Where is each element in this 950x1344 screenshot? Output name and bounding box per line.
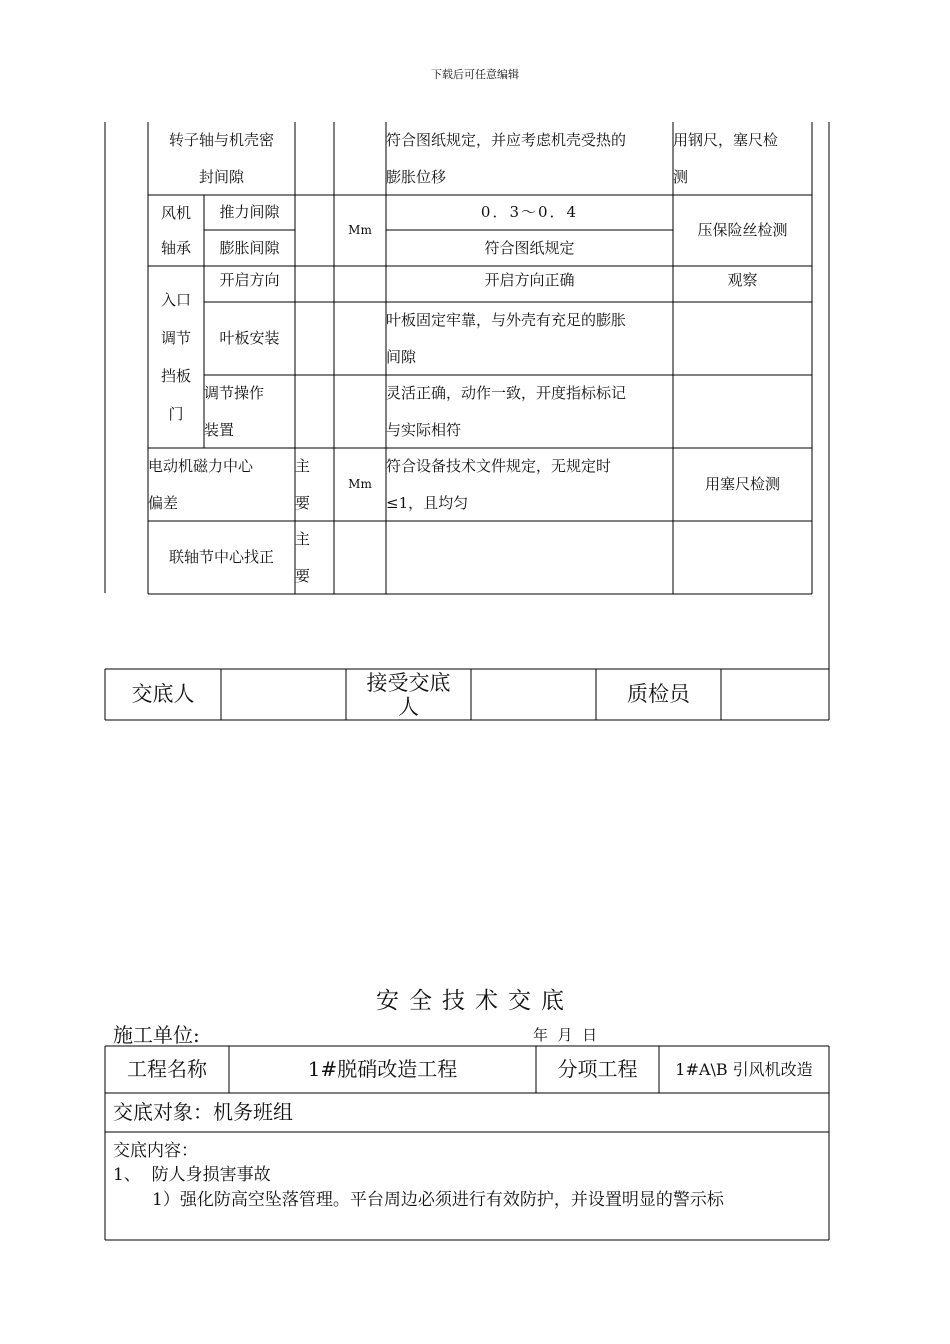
fan-standard-expansion: 符合图纸规定 <box>484 238 575 257</box>
cell-text: 调节 <box>160 329 191 347</box>
item-adjusting-device <box>204 375 295 448</box>
fan-unit: Mm <box>348 223 372 237</box>
cell-text: 叶板固定牢靠，与外壳有充足的膨胀 <box>386 311 627 329</box>
sub-project-value: 1#A\B 引风机改造 <box>675 1060 813 1079</box>
item-expansion-clearance: 膨胀间隙 <box>219 238 280 257</box>
cell-text: 要 <box>295 494 311 512</box>
discloser-field[interactable] <box>221 669 346 720</box>
cell-text: 轴承 <box>160 238 191 257</box>
standard-motor <box>386 448 673 521</box>
cell-text: 主 <box>295 530 311 548</box>
cell-text: 符合设备技术文件规定，无规定时 <box>386 457 612 475</box>
safety-form-title: 安全技术交底 <box>376 988 574 1014</box>
grade-motor <box>295 448 334 521</box>
group-fan-bearing <box>148 195 204 266</box>
item-blade-installation: 叶板安装 <box>219 329 280 347</box>
content-line-2: 1）强化防高空坠落管理。平台周边必须进行有效防护，并设置明显的警示标 <box>152 1190 724 1210</box>
cell-text: 偏差 <box>148 494 179 512</box>
cell-text: 装置 <box>204 421 235 439</box>
cell-text: 测 <box>673 168 689 186</box>
row-rotor-seal-standard <box>386 122 673 195</box>
cell-text: 要 <box>295 567 311 585</box>
inspector-field[interactable] <box>721 669 829 720</box>
cell-text: 与实际相符 <box>386 421 462 439</box>
row-rotor-seal-method <box>673 122 812 195</box>
cell-text: 符合图纸规定，并应考虑机壳受热的 <box>386 131 627 149</box>
receiver-label <box>346 669 471 720</box>
cell-text: 入口 <box>160 291 191 309</box>
cell-text: 间隙 <box>386 348 417 366</box>
fan-method: 压保险丝检测 <box>697 221 788 239</box>
method-opening-direction: 观察 <box>727 271 758 289</box>
inspector-label: 质检员 <box>627 682 690 706</box>
date-label: 年 月 日 <box>533 1026 598 1044</box>
cell-text: 用钢尺，塞尺检 <box>673 131 779 149</box>
item-thrust-clearance: 推力间隙 <box>219 203 280 221</box>
row-rotor-seal-item <box>148 122 295 195</box>
cell-text: 挡板 <box>160 367 191 385</box>
unit-motor: Mm <box>348 477 372 491</box>
cell-text: ≤1，且均匀 <box>386 494 469 512</box>
group-inlet-damper <box>148 266 204 448</box>
item-motor-magnetic-center <box>148 448 295 521</box>
sub-project-label: 分项工程 <box>557 1057 638 1081</box>
standard-blade-installation <box>386 302 673 375</box>
cell-text: 封间隙 <box>198 168 244 186</box>
item-coupling-alignment: 联轴节中心找正 <box>168 548 274 566</box>
fan-standard-thrust: 0．3～0．4 <box>480 203 579 221</box>
standard-opening-direction: 开启方向正确 <box>484 271 575 289</box>
cell-text: 门 <box>168 405 184 423</box>
content-line-1: 1、 防人身损害事故 <box>113 1165 271 1185</box>
cell-text: 主 <box>295 457 311 475</box>
cell-text: 风机 <box>160 203 191 222</box>
project-name-value: 1#脱硝改造工程 <box>307 1057 458 1081</box>
cell-text: 接受交底 <box>366 670 451 695</box>
project-name-label: 工程名称 <box>127 1057 207 1081</box>
item-opening-direction: 开启方向 <box>219 271 280 289</box>
cell-text: 灵活正确，动作一致，开度指标标记 <box>386 384 627 402</box>
method-motor: 用塞尺检测 <box>704 475 780 493</box>
page-header-note: 下载后可任意编辑 <box>431 68 519 81</box>
cell-text: 人 <box>398 694 419 719</box>
disclosure-target: 交底对象：机务班组 <box>113 1100 293 1124</box>
cell-text: 电动机磁力中心 <box>148 457 254 475</box>
discloser-label: 交底人 <box>131 682 195 706</box>
standard-adjusting-device <box>386 375 673 448</box>
cell-text: 调节操作 <box>204 384 265 402</box>
grade-coupling <box>295 521 334 594</box>
receiver-field[interactable] <box>471 669 596 720</box>
cell-text: 转子轴与机壳密 <box>168 131 274 149</box>
disclosure-content-label: 交底内容： <box>113 1141 198 1161</box>
construction-unit-label: 施工单位: <box>113 1023 200 1047</box>
cell-text: 膨胀位移 <box>386 168 447 186</box>
